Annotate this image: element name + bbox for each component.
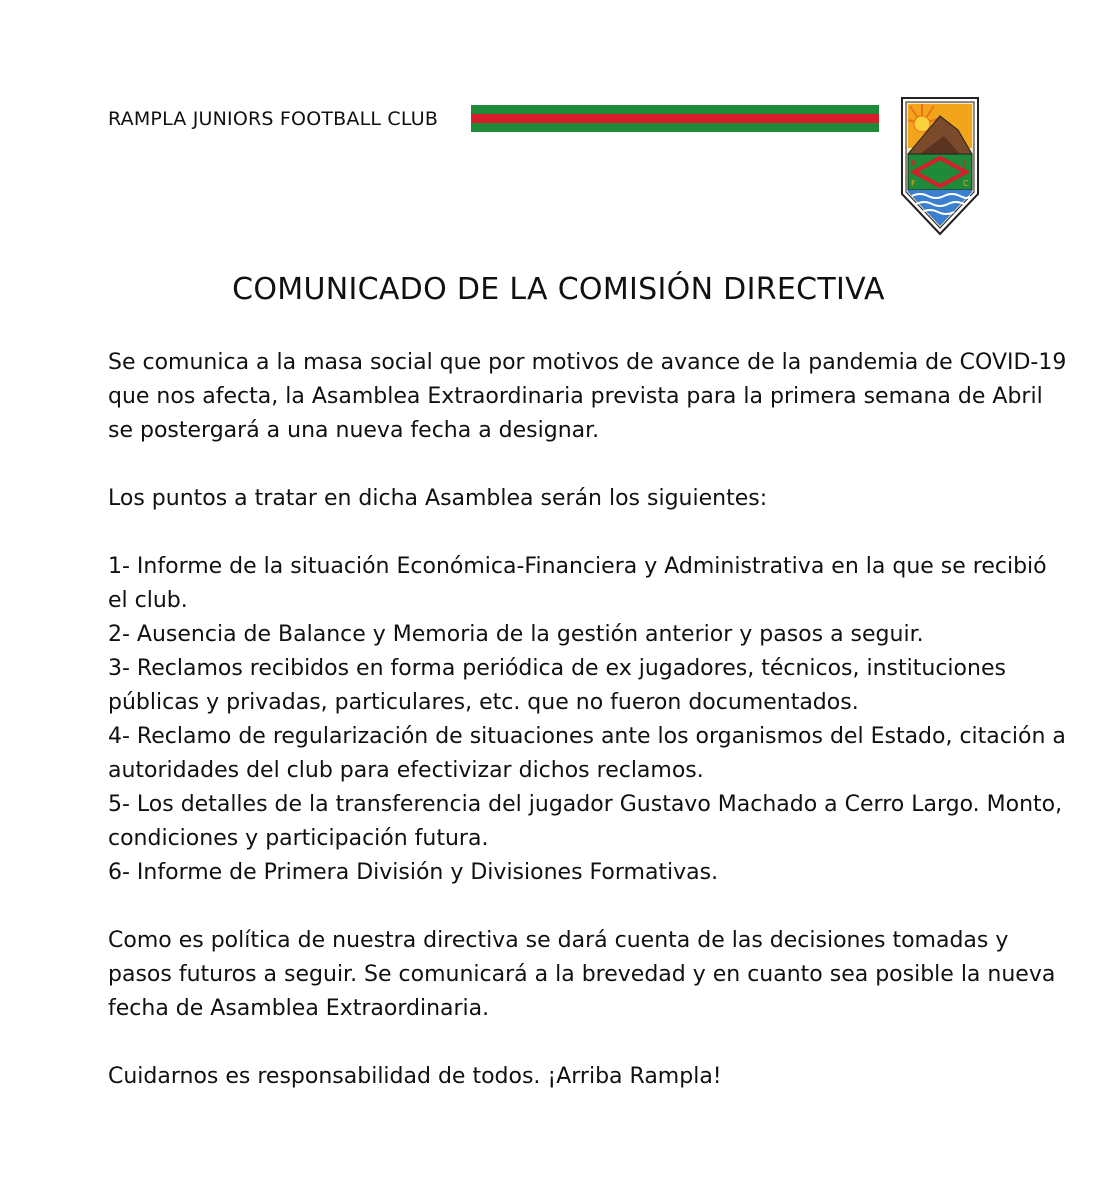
agenda-item: 6- Informe de Primera División y Divisiones Formativas.	[108, 860, 719, 885]
sign-off: Cuidarnos es responsabilidad de todos. ¡Arriba Rampla!	[108, 1064, 722, 1089]
agenda-list	[108, 550, 1068, 890]
crest-icon	[900, 96, 980, 236]
communique-body	[108, 346, 1068, 1128]
agenda-item: 4- Reclamo de regularización de situaciones ante los organismos del Estado, citación a autoridades del club para efectivizar dichos reclamos.	[108, 724, 1066, 783]
agenda-item: 5- Los detalles de la transferencia del jugador Gustavo Machado a Cerro Largo. Monto, condiciones y participación futura.	[108, 792, 1063, 851]
svg-text:J: J	[963, 159, 966, 168]
page-title: COMUNICADO DE LA COMISIÓN DIRECTIVA	[232, 272, 885, 307]
svg-text:R: R	[911, 159, 917, 168]
club-color-stripe	[471, 105, 879, 132]
intro-paragraph: Se comunica a la masa social que por motivos de avance de la pandemia de COVID-19 que nos afecta, la Asamblea Extraordinaria prevista para la primera semana de Abril se postergará a una nueva fecha a designar.	[108, 350, 1067, 443]
svg-text:F: F	[911, 179, 916, 188]
stripe-green-top	[471, 105, 879, 114]
stripe-green-bottom	[471, 123, 879, 132]
stripe-red	[471, 114, 879, 123]
agenda-item: 3- Reclamos recibidos en forma periódica de ex jugadores, técnicos, instituciones públicas y privadas, particulares, etc. que no fueron documentados.	[108, 656, 1006, 715]
club-name: RAMPLA JUNIORS FOOTBALL CLUB	[108, 108, 439, 130]
closing-paragraph: Como es política de nuestra directiva se dará cuenta de las decisiones tomadas y pasos futuros a seguir. Se comunicará a la brevedad y en cuanto sea posible la nueva fecha de Asamblea Extraordinaria.	[108, 928, 1056, 1021]
agenda-item: 2- Ausencia de Balance y Memoria de la gestión anterior y pasos a seguir.	[108, 622, 924, 647]
svg-text:C: C	[963, 179, 969, 188]
points-intro: Los puntos a tratar en dicha Asamblea serán los siguientes:	[108, 486, 768, 511]
agenda-item: 1- Informe de la situación Económica-Financiera y Administrativa en la que se recibió el club.	[108, 554, 1047, 613]
club-crest-logo	[900, 96, 980, 236]
